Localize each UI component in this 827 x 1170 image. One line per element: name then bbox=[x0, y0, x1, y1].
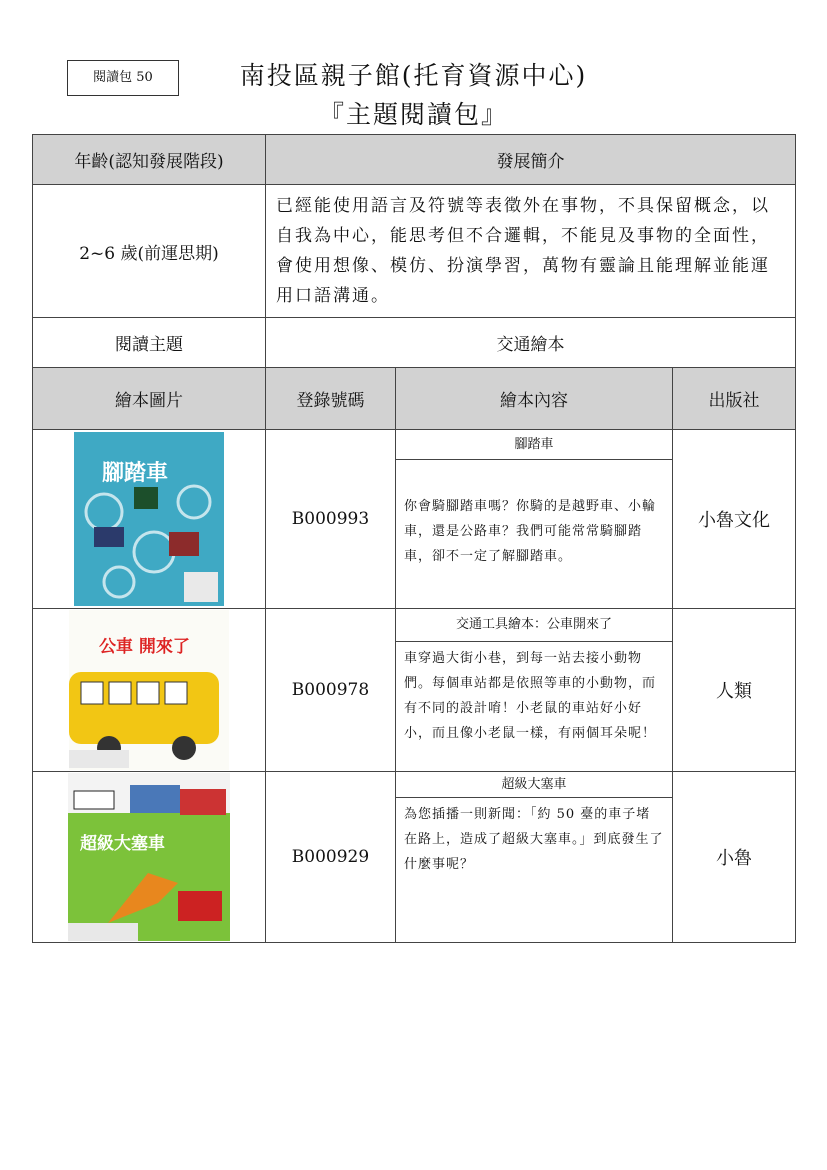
book-publisher: 人類 bbox=[673, 609, 796, 772]
pack-label: 閱讀包 50 bbox=[67, 60, 179, 96]
traffic-jam-illustration bbox=[68, 773, 230, 941]
book-title: 超級大塞車 bbox=[396, 772, 672, 798]
book-publisher: 小魯文化 bbox=[673, 430, 796, 609]
cover-title: 超級大塞車 bbox=[80, 834, 165, 854]
book-summary: 車穿過大街小巷，到每一站去接小動物們。每個車站都是依照等車的小動物，而有不同的設計唷！小老鼠的車站好小好小，而且像小老鼠一樣，有兩個耳朵呢！ bbox=[404, 651, 657, 741]
code-header: 登錄號碼 bbox=[266, 368, 396, 430]
book-cover-image bbox=[74, 432, 224, 606]
theme-label: 閱讀主題 bbox=[33, 318, 266, 368]
content-header: 繪本內容 bbox=[396, 368, 673, 430]
book-code: B000993 bbox=[266, 430, 396, 609]
age-value: 2~6 歲(前運思期) bbox=[33, 185, 266, 318]
book-cover-cell bbox=[33, 772, 266, 943]
book-code: B000929 bbox=[266, 772, 396, 943]
book-cover-cell bbox=[33, 430, 266, 609]
age-header: 年齡(認知發展階段) bbox=[33, 135, 266, 185]
book-summary: 為您插播一則新聞：「約 50 臺的車子堵在路上，造成了超級大塞車。」到底發生了什麼事呢？ bbox=[404, 807, 664, 872]
book-cover-image bbox=[68, 773, 230, 941]
book-code: B000978 bbox=[266, 609, 396, 772]
cover-title: 腳踏車 bbox=[102, 461, 169, 486]
cover-header: 繪本圖片 bbox=[33, 368, 266, 430]
intro-header: 發展簡介 bbox=[266, 135, 796, 185]
page-title: 南投區親子館(托育資源中心) bbox=[239, 61, 588, 90]
table-row bbox=[33, 430, 796, 609]
book-publisher: 小魯 bbox=[673, 772, 796, 943]
table-row bbox=[33, 772, 796, 943]
book-summary: 你會騎腳踏車嗎？你騎的是越野車、小輪車，還是公路車？我們可能常常騎腳踏車，卻不一定了解腳踏車。 bbox=[404, 499, 657, 564]
book-title: 交通工具繪本：公車開來了 bbox=[396, 609, 672, 642]
book-cover-image bbox=[69, 610, 229, 770]
page-subtitle: 『主題閱讀包』 bbox=[318, 100, 508, 129]
reading-pack-table bbox=[32, 134, 796, 943]
cover-title: 公車 開來了 bbox=[99, 637, 190, 657]
theme-value: 交通繪本 bbox=[266, 318, 796, 368]
book-title: 腳踏車 bbox=[396, 430, 672, 460]
table-row bbox=[33, 609, 796, 772]
intro-text: 已經能使用語言及符號等表徵外在事物，不具保留概念，以自我為中心，能思考但不合邏輯，不能見及事物的全面性，會使用想像、模仿、扮演學習，萬物有靈論且能理解並能運用口語溝通。 bbox=[266, 185, 796, 318]
publisher-header: 出版社 bbox=[673, 368, 796, 430]
book-cover-cell bbox=[33, 609, 266, 772]
